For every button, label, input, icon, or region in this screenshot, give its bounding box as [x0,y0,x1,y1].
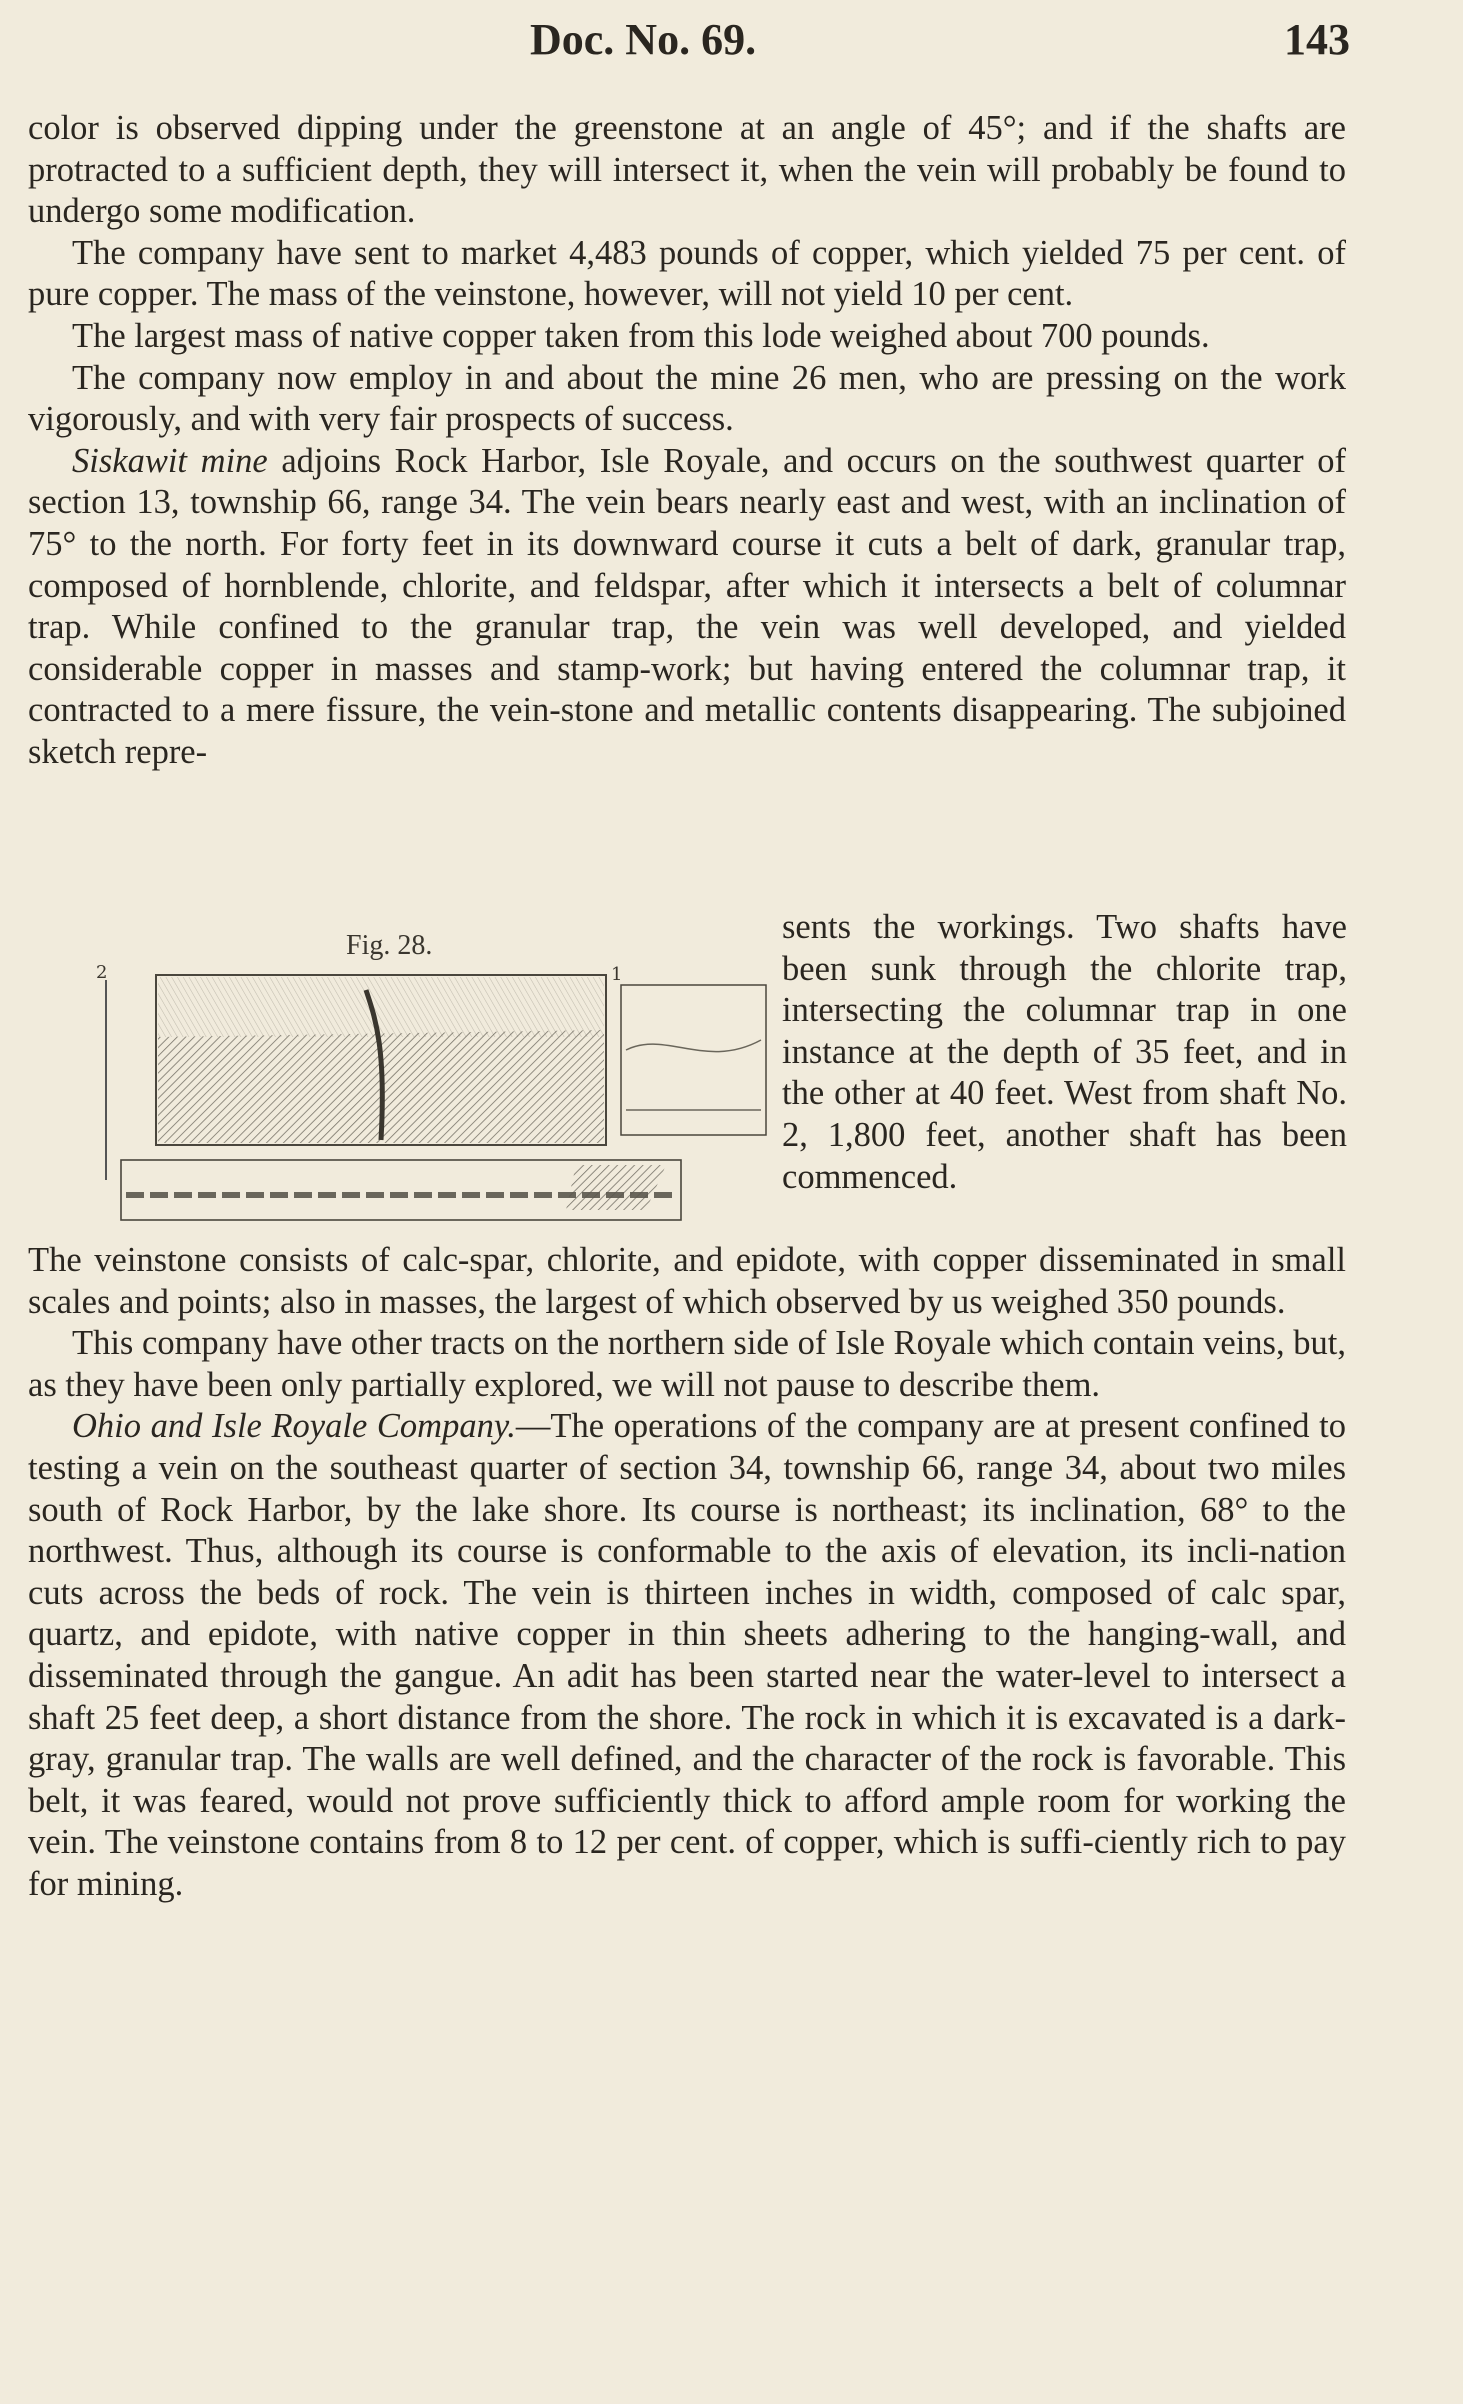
page-number: 143 [1284,15,1350,64]
document-number: Doc. No. 69. [530,15,757,64]
page-header [530,14,1350,84]
shaft-label-1: 1 [611,964,623,985]
paragraph: This company have other tracts on the northern side of Isle Royale which contain veins, but, as they have been only partially explored, we will not pause to describe them. [28,1324,1346,1404]
siskawit-heading: Siskawit mine [72,441,268,480]
text-block-bottom [28,1240,1346,1906]
shaft-label-2: 2 [96,962,108,983]
paragraph: sents the workings. Two shafts have been sunk through the chlorite trap, intersecting the columnar trap in one instance at the depth of 35 feet, and in the other at 40 feet. West from shaft No. 2, 1,800 feet, another shaft has been commenced. [782,908,1347,1196]
text-block-top [28,108,1346,774]
siskawit-paragraph [28,441,1346,774]
paragraph: The largest mass of native copper taken from this lode weighed about 700 pounds. [72,316,1210,355]
paragraph: The veinstone consists of calc-spar, chlorite, and epidote, with copper disseminated in small scales and points; also in masses, the largest of which observed by us weighed 350 pounds. [28,1241,1346,1321]
figure-side-text [782,907,1347,1198]
mine-workings-sketch [46,930,776,1230]
paragraph: The company have sent to market 4,483 pounds of copper, which yielded 75 per cent. of pure copper. The mass of the veinstone, however, will not yield 10 per cent. [28,233,1346,314]
paragraph: color is observed dipping under the greenstone at an angle of 45°; and if the shafts are protracted to a sufficient depth, they will intersect it, when the vein will probably be found to undergo some modification. [28,109,1346,231]
paragraph: The company now employ in and about the mine 26 men, who are pressing on the work vigorously, and with very fair prospects of success. [28,358,1346,439]
siskawit-text: adjoins Rock Harbor, Isle Royale, and occurs on the southwest quarter of section 13, township 66, range 34. The vein bears nearly east and west, with an inclination of 75° to the north. For forty feet in its downward course it cuts a belt of dark, granular trap, composed of hornblende, chlorite, and feldspar, after which it intersects a belt of columnar trap. While confined to the granular trap, the vein was well developed, and yielded considerable copper in masses and stamp-work; but having entered the columnar trap, it contracted to a mere fissure, the vein-stone and metallic contents disappearing. The subjoined sketch repre- [28,441,1346,771]
figure-label: Fig. 28. [346,930,433,961]
ohio-text: —The operations of the company are at present confined to testing a vein on the southeast quarter of section 34, township 66, range 34, about two miles south of Rock Harbor, by the lake shore. Its course is northeast; its inclination, 68° to the northwest. Thus, although its course is conformable to the axis of elevation, its incli-nation cuts across the beds of rock. The vein is thirteen inches in width, composed of calc spar, quartz, and epidote, with native copper in thin sheets adhering to the hanging-wall, and disseminated through the gangue. An adit has been started near the water-level to intersect a shaft 25 feet deep, a short distance from the shore. The rock in which it is excavated is a dark-gray, granular trap. The walls are well defined, and the character of the rock is favorable. This belt, it was feared, would not prove sufficiently thick to afford ample room for working the vein. The veinstone contains from 8 to 12 per cent. of copper, which is suffi-ciently rich to pay for mining. [28,1407,1346,1903]
ohio-paragraph [28,1406,1346,1905]
ohio-heading: Ohio and Isle Royale Company. [72,1407,516,1446]
figure-28 [46,930,776,1230]
